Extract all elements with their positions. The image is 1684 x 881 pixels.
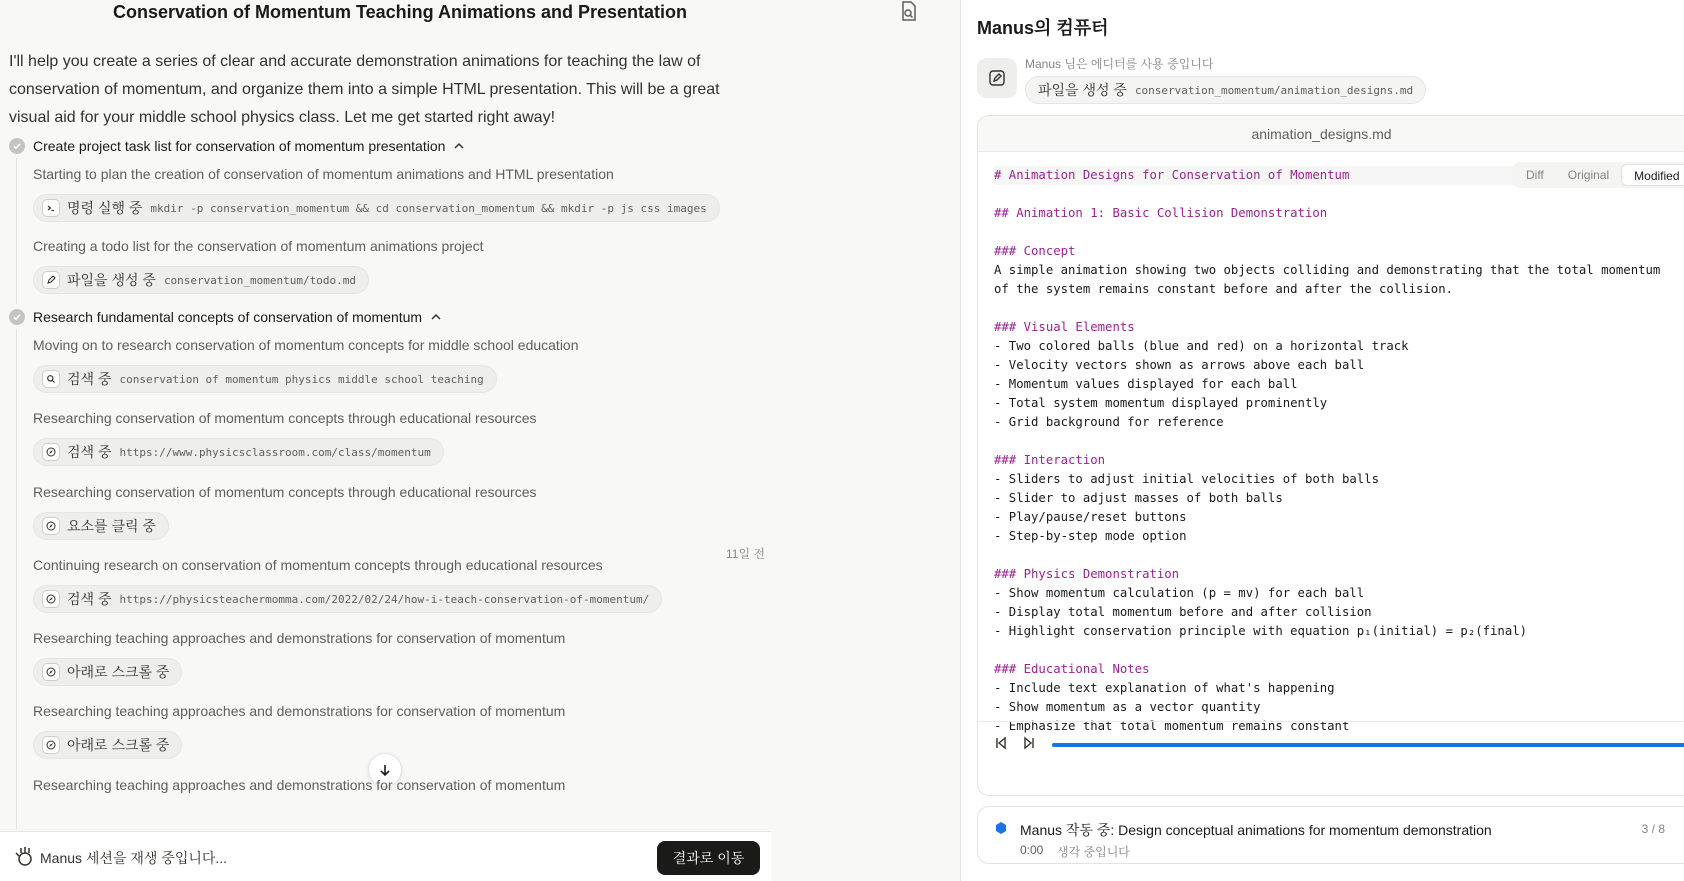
tool-argument: mkdir -p conservation_momentum && cd conservation_momentum && mkdir -p js css images [150,201,707,215]
manus-status-icon [994,821,1008,835]
search-icon [42,370,60,388]
code-line [994,641,1684,660]
step-text: Researching conservation of momentum concepts through educational resources [33,484,537,500]
editor-status: Manus 님은 에디터를 사용 중입니다 [1025,57,1214,71]
code-line [994,299,1684,318]
compass-icon [42,590,60,608]
check-icon [9,138,25,154]
step-text: Continuing research on conservation of momentum concepts through educational resources [33,557,603,573]
code-line: ### Visual Elements [994,320,1135,334]
step-text: Researching teaching approaches and demonstrations for conservation of momentum [33,630,566,646]
edit-icon [42,271,60,289]
playback-slider[interactable] [1052,743,1684,747]
code-line [994,546,1684,565]
code-line: # Animation Designs for Conservation of Momentum [994,166,1514,185]
code-line: ### Educational Notes [994,662,1150,676]
compass-icon [42,517,60,535]
step-text: Creating a todo list for the conservation of momentum animations project [33,238,484,254]
tool-chip[interactable] [33,512,169,540]
timestamp: 11일 전 [726,547,765,561]
tool-argument: https://www.physicsclassroom.com/class/momentum [119,445,431,459]
file-viewer [977,115,1684,796]
code-line: - Show momentum calculation (p = mv) for each ball [994,586,1365,600]
tool-chip[interactable] [33,194,720,222]
tool-chip[interactable] [33,585,662,613]
task-research[interactable] [9,309,442,325]
tool-action: 파일을 생성 중 [67,272,156,288]
tab-original[interactable]: Original [1567,168,1610,182]
code-line [994,223,1684,242]
step-text: Moving on to research conservation of momentum concepts for middle school education [33,337,579,353]
goto-result-button[interactable]: 결과로 이동 [657,841,760,875]
status-time: 0:00 [1020,843,1044,857]
status-thinking: 생각 중입니다 [1057,845,1130,859]
code-line: - Play/pause/reset buttons [994,510,1187,524]
code-line: - Slider to adjust masses of both balls [994,491,1283,505]
replay-message: Manus 세션을 재생 중입니다... [40,850,228,866]
code-line: - Show momentum as a vector quantity [994,700,1261,714]
terminal-icon [42,199,60,217]
tool-argument: conservation of momentum physics middle school teaching [119,372,484,386]
replay-bar [0,831,771,881]
tool-chip[interactable] [33,365,497,393]
tool-action: 아래로 스크롤 중 [67,664,170,680]
skip-back-icon[interactable] [994,736,1008,750]
task-create-list[interactable] [9,138,465,154]
tool-chip[interactable] [33,266,369,294]
code-line: - Highlight conservation principle with equation p₁(initial) = p₂(final) [994,624,1528,638]
editor-file-path: conservation_momentum/animation_designs.md [1134,83,1414,97]
chevron-up-icon[interactable] [430,311,442,323]
manus-logo-icon [12,844,38,870]
tool-chip[interactable] [33,658,182,686]
intro-message: I'll help you create a series of clear and accurate demonstration animations for teaching the law of conservation of momentum, and organize them into a simple HTML presentation. This will be a great visual aid for your middle school physics class. Let me get started right away! [9,53,720,126]
tool-action: 검색 중 [67,444,112,460]
chevron-up-icon[interactable] [453,140,465,152]
code-line: A simple animation showing two objects colliding and demonstrating that the total momentum [994,263,1661,277]
code-line: - Grid background for reference [994,415,1224,429]
step-count: 3 / 8 [1641,822,1665,836]
tool-chip[interactable] [33,731,182,759]
tool-action: 검색 중 [67,591,112,607]
code-line: - Two colored balls (blue and red) on a horizontal track [994,339,1409,353]
code-line: - Step-by-step mode option [994,529,1187,543]
compass-icon [42,663,60,681]
tab-modified[interactable]: Modified [1621,164,1684,186]
code-line: - Velocity vectors shown as arrows above each ball [994,358,1365,372]
editor-action-chip[interactable] [1025,76,1426,104]
file-name: animation_designs.md [978,116,1684,152]
step-text: Starting to plan the creation of conservation of momentum animations and HTML presentation [33,166,614,182]
playback-progress [1052,743,1684,747]
code-line: - Momentum values displayed for each ball [994,377,1298,391]
code-line [994,432,1684,451]
code-line: ## Animation 1: Basic Collision Demonstration [994,206,1328,220]
playback-controls [978,721,1684,765]
code-line: - Total system momentum displayed prominently [994,396,1328,410]
status-label: Manus 작동 중: Design conceptual animations for momentum demonstration [1020,822,1492,838]
task-divider [16,329,17,829]
tool-argument: conservation_momentum/todo.md [163,273,356,287]
tool-action: 명령 실행 중 [67,200,143,216]
code-line: - Emphasize that total momentum remains constant [994,719,1350,733]
code-line: - Sliders to adjust initial velocities of both balls [994,472,1379,486]
compass-icon [42,736,60,754]
tab-diff[interactable]: Diff [1526,168,1544,182]
tool-action: 검색 중 [67,371,112,387]
editor-action: 파일을 생성 중 [1038,82,1127,98]
task-label: Research fundamental concepts of conservation of momentum [33,309,423,325]
code-line: - Include text explanation of what's happening [994,681,1335,695]
step-text: Researching conservation of momentum concepts through educational resources [33,410,537,426]
check-icon [9,309,25,325]
code-line: ### Concept [994,244,1076,258]
status-box [977,806,1684,864]
task-divider [16,158,17,304]
tool-action: 요소를 클릭 중 [67,518,156,534]
document-search-icon[interactable] [898,0,920,22]
code-line: of the system remains constant before and after the collision. [994,282,1454,296]
computer-panel [960,0,1684,881]
tool-action: 아래로 스크롤 중 [67,737,170,753]
step-text: Researching teaching approaches and demonstrations for conservation of momentum [33,777,566,793]
task-label: Create project task list for conservation of momentum presentation [33,138,446,154]
page-title: Conservation of Momentum Teaching Animations and Presentation [112,2,688,22]
editor-icon [977,58,1017,98]
view-toggle [1512,162,1684,188]
tool-chip[interactable] [33,438,444,466]
code-line: - Display total momentum before and after collision [994,605,1372,619]
compass-icon [42,443,60,461]
code-line: ### Physics Demonstration [994,567,1180,581]
arrow-down-icon [378,763,392,777]
skip-forward-icon[interactable] [1022,736,1036,750]
code-content [994,166,1684,736]
tool-argument: https://physicsteachermomma.com/2022/02/24/how-i-teach-conservation-of-momentum/ [119,592,650,606]
computer-title: Manus의 컴퓨터 [977,18,1109,38]
step-text: Researching teaching approaches and demonstrations for conservation of momentum [33,703,566,719]
code-line: ### Interaction [994,453,1106,467]
